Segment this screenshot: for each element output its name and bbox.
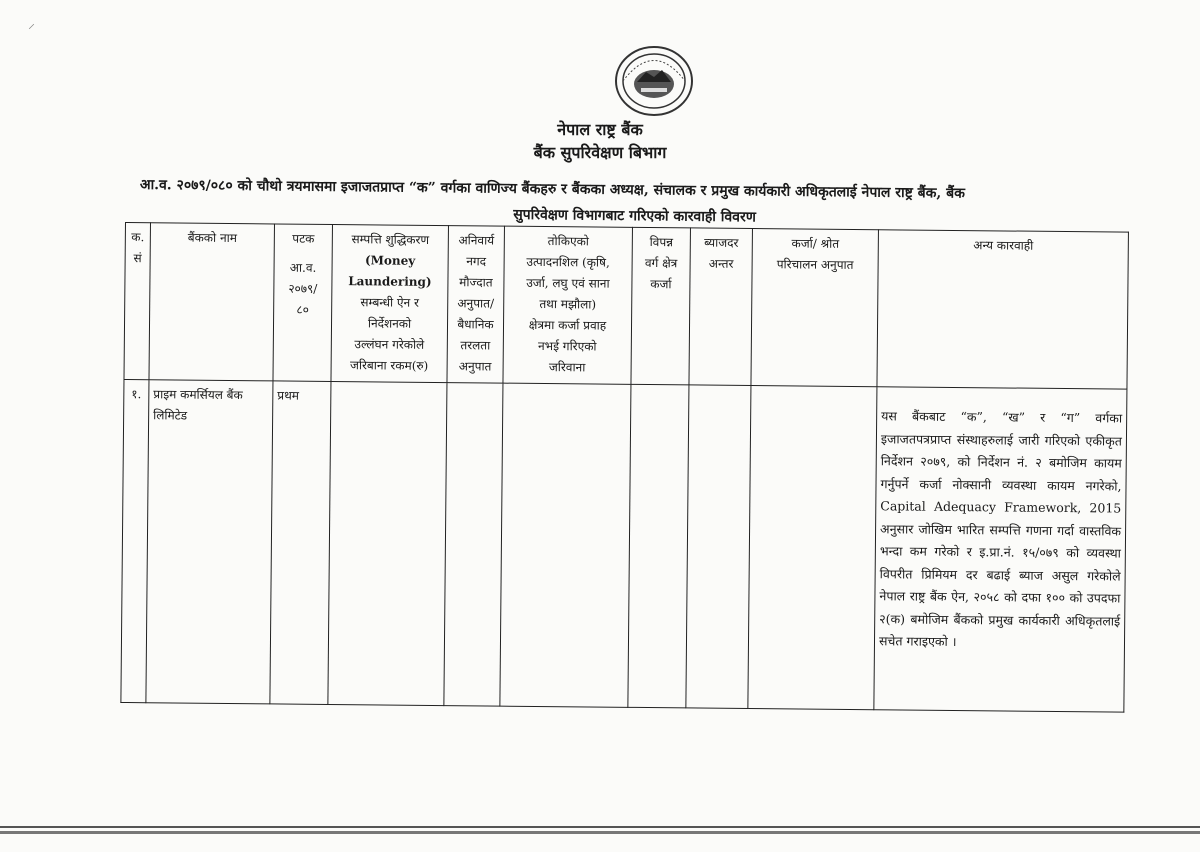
cell-interest-spread <box>686 385 751 709</box>
title-line-1: आ.व. २०७९/०८० को चौथो त्रयमासमा इजाजतप्राप्त “क” वर्गका वाणिज्य बैंकहरु र बैंकका अध्यक्ष, संचालक र प्रमुख कार्यकारी अधिकृतलाई नेपाल राष्ट्र बैंक, बैंक <box>139 176 966 202</box>
action-table <box>120 222 1129 713</box>
cell-crr-slr <box>444 383 503 707</box>
cell-sn: १. <box>121 379 149 702</box>
org-name: नेपाल राष्ट्र बैंक <box>557 120 643 139</box>
footer-rule <box>0 826 1200 828</box>
scan-mark-icon: ⸝ <box>28 16 35 32</box>
col-header-productive-sector: तोकिएको उत्पादनशिल (कृषि, उर्जा, लघु एवं साना तथा मझौला) क्षेत्रमा कर्जा प्रवाह नभई गरिएको जरिवाना <box>503 226 633 384</box>
col-header-instance: पटक आ.व. २०७९/ ८० <box>273 224 333 382</box>
department-name: बैंक सुपरिवेक्षण बिभाग <box>533 143 667 162</box>
footer-rule-secondary <box>0 831 1200 834</box>
col-header-bank-name: बैंकको नाम <box>149 223 275 381</box>
cell-deprived-sector <box>628 384 689 708</box>
title-line-2: सुपरिवेक्षण विभागबाट गरिएको कारवाही विवरण <box>513 206 756 226</box>
action-table-wrapper <box>120 222 1128 713</box>
col-header-interest-spread: ब्याजदर अन्तर <box>689 228 753 386</box>
cell-instance: प्रथम <box>270 381 331 705</box>
cell-money-laundering <box>328 381 447 705</box>
col-header-money-laundering: सम्पत्ति शुद्धिकरण (Money Laundering) सम्बन्धी ऐन र निर्देशनको उल्लंघन गरेकोले जरिबाना रकम(रु) <box>331 224 449 382</box>
col-header-cd-ratio: कर्जा/ श्रोत परिचालन अनुपात <box>751 229 879 387</box>
col-header-other-action: अन्य कारवाही <box>877 230 1128 389</box>
cell-cd-ratio <box>748 386 877 710</box>
col-header-deprived-sector: विपन्न वर्ग क्षेत्र कर्जा <box>631 227 691 385</box>
table-header-row <box>124 223 1128 390</box>
cell-bank-name: प्राइम कमर्सियल बैंक लिमिटेड <box>146 380 273 704</box>
col-header-sn: क. सं <box>124 223 151 380</box>
central-bank-seal-icon <box>613 44 695 118</box>
col-header-crr-slr: अनिवार्य नगद मौज्दात अनुपात/ बैधानिक तरलता अनुपात <box>447 226 505 384</box>
table-row <box>121 379 1127 712</box>
cell-productive-sector <box>500 383 631 707</box>
cell-other-action: यस बैंकबाट “क”, “ख” र “ग” वर्गका इजाजतपत्रप्राप्त संस्थाहरुलाई जारी गरिएको एकीकृत निर्देशन २०७९, को निर्देशन नं. २ बमोजिम कायम गर्नुपर्ने कर्जा नोक्सानी व्यवस्था कायम नगरेको, Capital Adequacy Framework, 2015 अनुसार जोखिम भारित सम्पत्ति गणना गर्दा वास्तविक भन्दा कम गरेको र इ.प्रा.नं. १५/०७९ को व्यवस्था विपरीत प्रिमियम दर बढाई ब्याज असुल गरेकोले नेपाल राष्ट्र बैंक ऐन, २०५८ को दफा १०० को उपदफा २(क) बमोजिम बैंकको प्रमुख कार्यकारी अधिकृतलाई सचेत गराइएको । <box>874 387 1127 712</box>
